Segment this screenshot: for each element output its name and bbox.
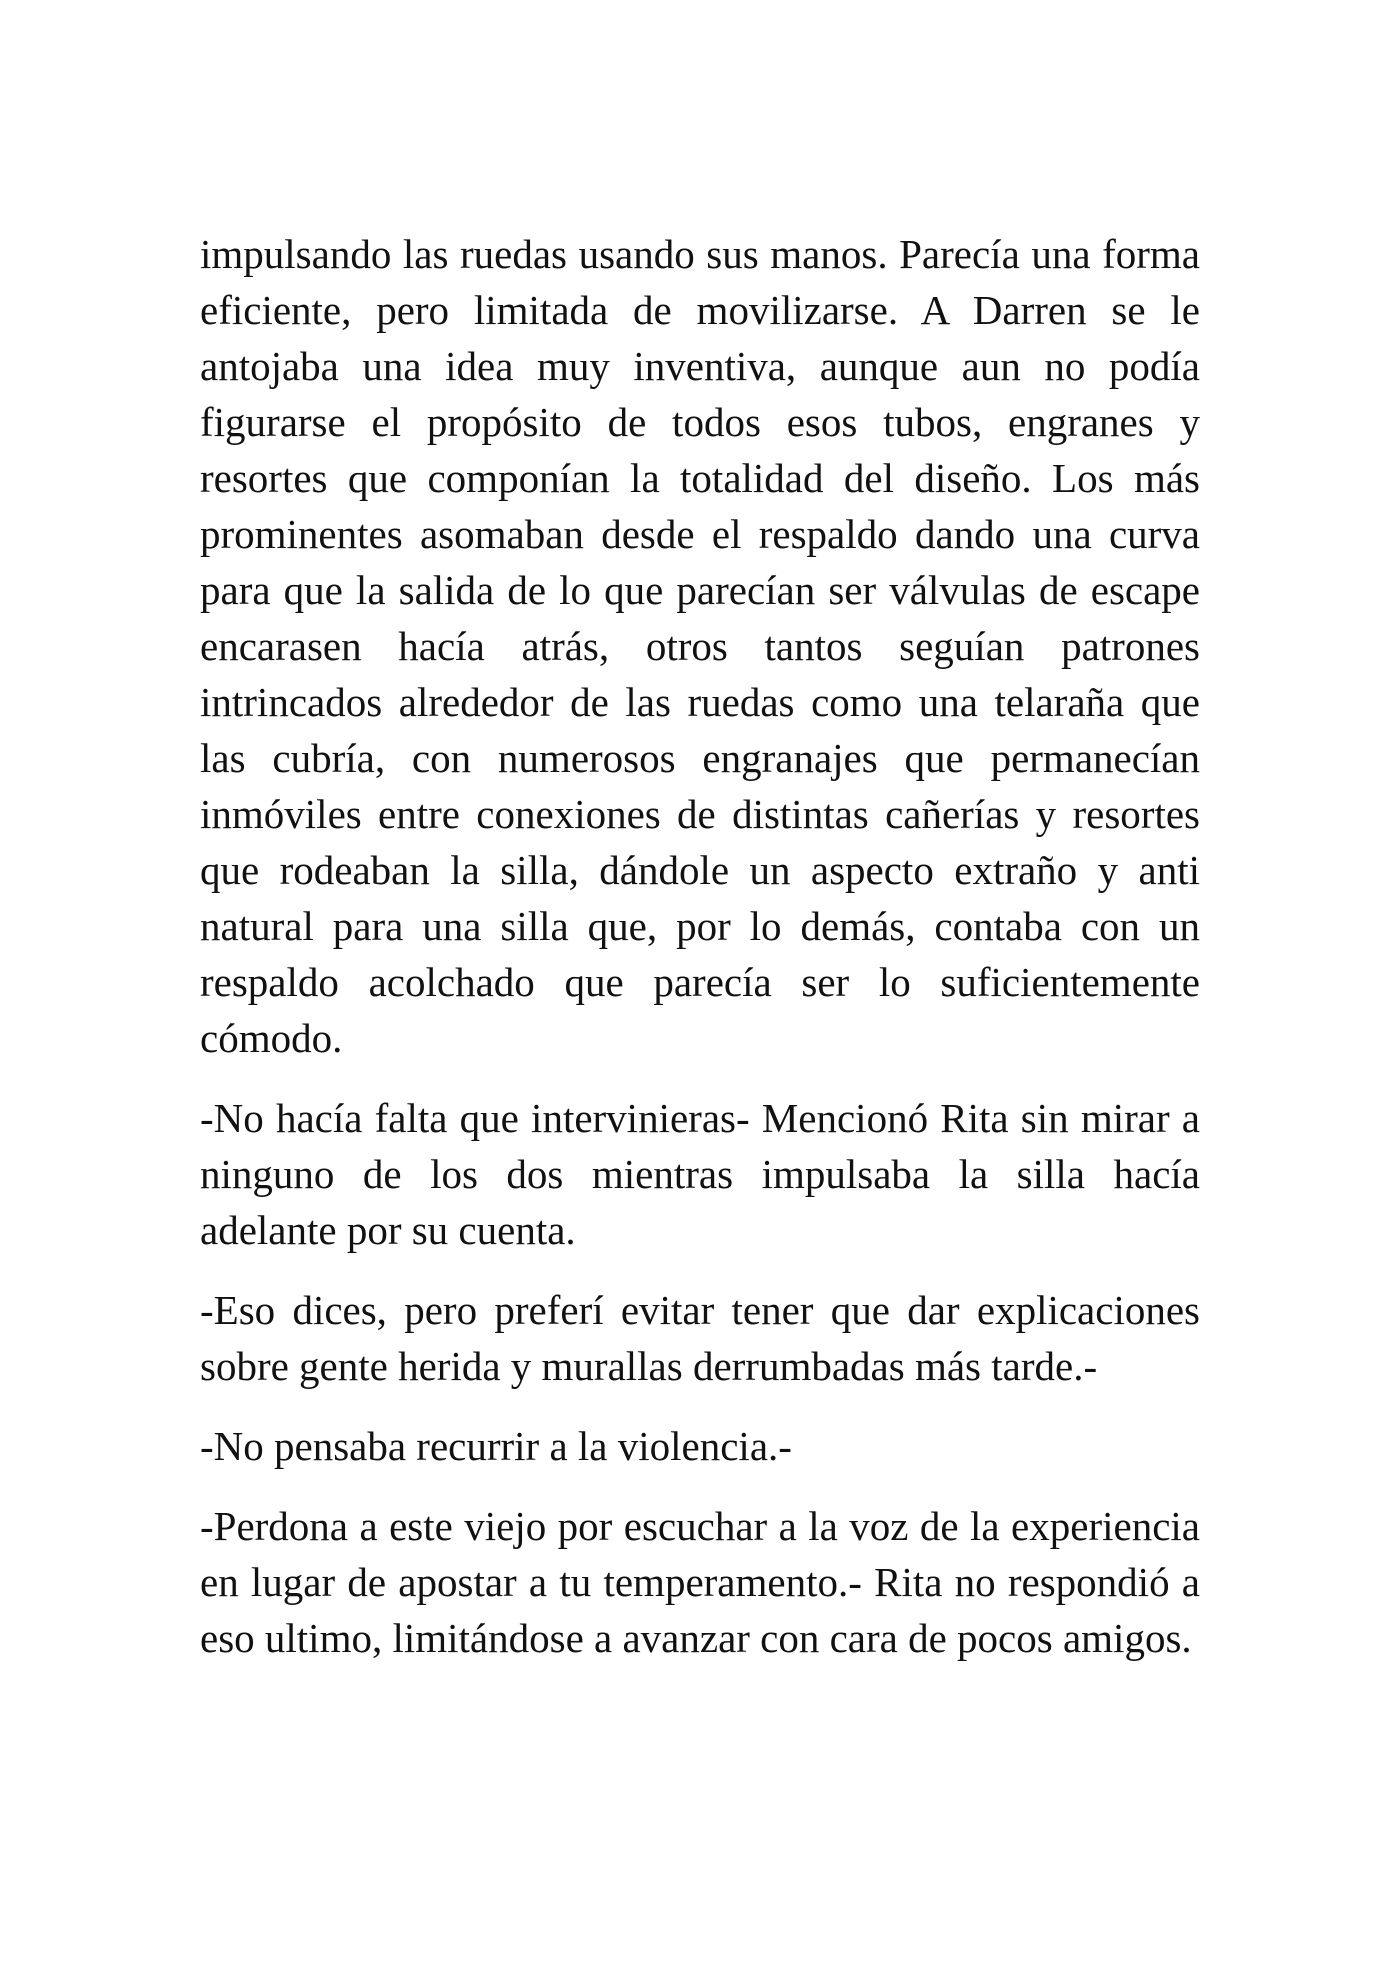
page-text — [200, 226, 1200, 1690]
paragraph-4: -No pensaba recurrir a la violencia.- — [200, 1423, 792, 1469]
paragraph-5: -Perdona a este viejo por escuchar a la voz de la experiencia en lugar de apostar a tu temperamento.- Rita no respondió a eso ultimo, limitándose a avanzar con cara de pocos amigos. — [200, 1503, 1200, 1661]
paragraph-1: impulsando las ruedas usando sus manos. Parecía una forma eficiente, pero limitada de movilizarse. A Darren se le antojaba una idea muy inventiva, aunque aun no podía figurarse el propósito de todos esos tubos, engranes y resortes que componían la totalidad del diseño. Los más prominentes asomaban desde el respaldo dando una curva para que la salida de lo que parecían ser válvulas de escape encarasen hacía atrás, otros tantos seguían patrones intrincados alrededor de las ruedas como una telaraña que las cubría, con numerosos engranajes que permanecían inmóviles entre conexiones de distintas cañerías y resortes que rodeaban la silla, dándole un aspecto extraño y anti natural para una silla que, por lo demás, contaba con un respaldo acolchado que parecía ser lo suficientemente cómodo. — [200, 231, 1200, 1061]
paragraph-2: -No hacía falta que intervinieras- Mencionó Rita sin mirar a ninguno de los dos mientras impulsaba la silla hacía adelante por su cuenta. — [200, 1095, 1200, 1253]
paragraph-3: -Eso dices, pero preferí evitar tener que dar explicaciones sobre gente herida y murallas derrumbadas más tarde.- — [200, 1287, 1200, 1389]
